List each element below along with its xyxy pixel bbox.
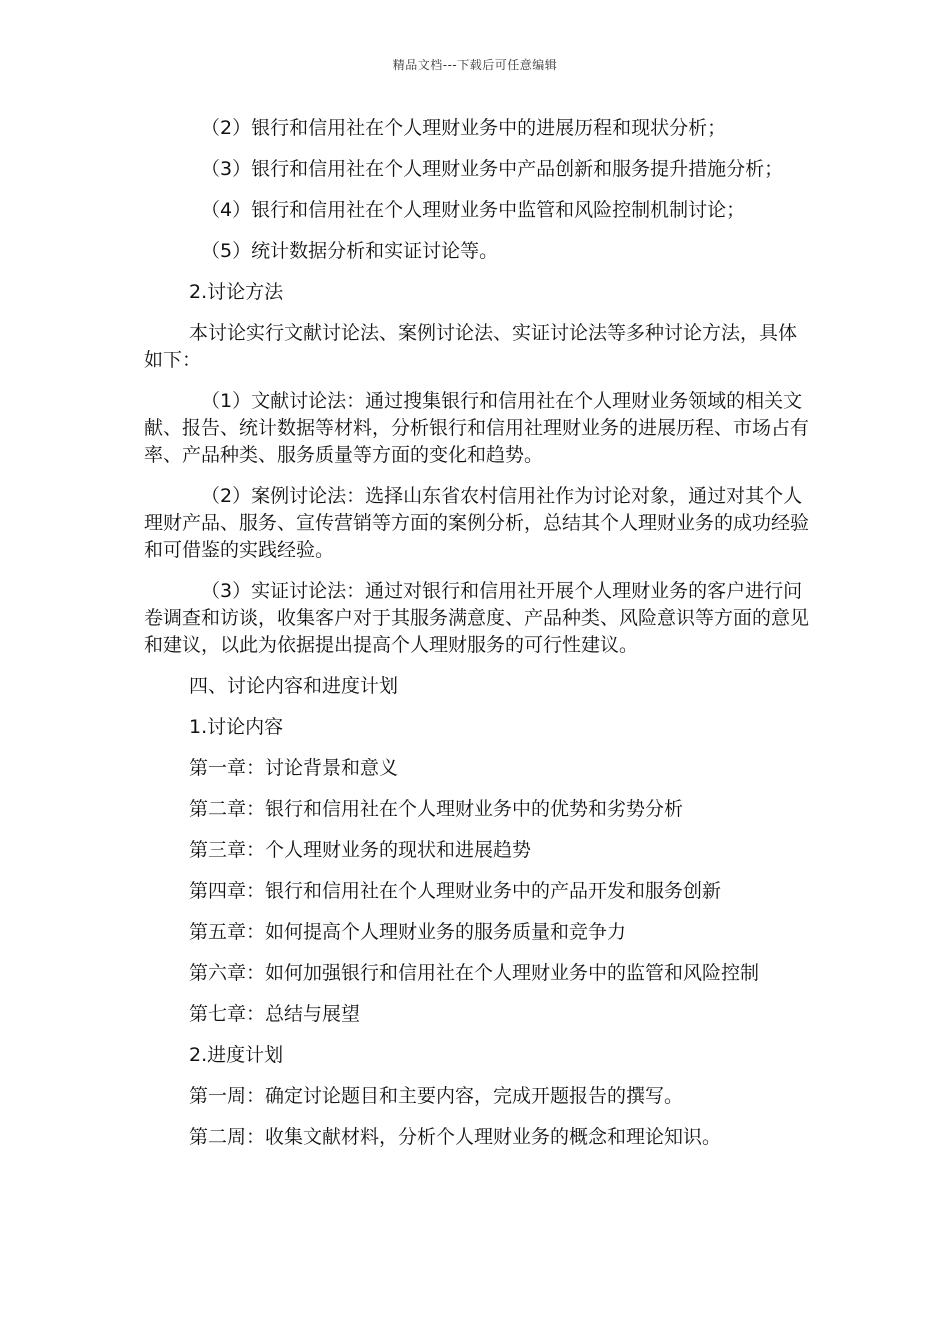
subsection-heading-content: 1.讨论内容 (189, 716, 284, 738)
chapter-item-2: 第二章：银行和信用社在个人理财业务中的优势和劣势分析 (189, 798, 684, 820)
document-body (144, 115, 814, 1165)
section-heading-methods: 2.讨论方法 (189, 281, 284, 303)
paragraph-research-item-2: （2）银行和信用社在个人理财业务中的进展历程和现状分析； (201, 117, 727, 139)
chapter-item-5: 第五章：如何提高个人理财业务的服务质量和竞争力 (189, 921, 627, 943)
chapter-item-3: 第三章：个人理财业务的现状和进展趋势 (189, 839, 532, 861)
paragraph-method-empirical: （3）实证讨论法：通过对银行和信用社开展个人理财业务的客户进行问卷调查和访谈，收集客户对于其服务满意度、产品种类、风险意识等方面的意见和建议，以此为依据提出提高个人理财服务的可行性建议。 (144, 580, 810, 656)
chapter-item-1: 第一章：讨论背景和意义 (189, 757, 399, 779)
schedule-item-week-2: 第二周：收集文献材料，分析个人理财业务的概念和理论知识。 (189, 1126, 722, 1148)
subsection-heading-schedule: 2.进度计划 (189, 1044, 284, 1066)
paragraph-research-item-5: （5）统计数据分析和实证讨论等。 (201, 240, 499, 262)
chapter-item-4: 第四章：银行和信用社在个人理财业务中的产品开发和服务创新 (189, 880, 722, 902)
paragraph-method-literature: （1）文献讨论法：通过搜集银行和信用社在个人理财业务领域的相关文献、报告、统计数据等材料，分析银行和信用社理财业务的进展历程、市场占有率、产品种类、服务质量等方面的变化和趋势。 (144, 390, 810, 466)
paragraph-research-item-4: （4）银行和信用社在个人理财业务中监管和风险控制机制讨论； (201, 199, 746, 221)
chapter-item-7: 第七章：总结与展望 (189, 1003, 361, 1025)
section-heading-content-plan: 四、讨论内容和进度计划 (189, 675, 399, 697)
chapter-item-6: 第六章：如何加强银行和信用社在个人理财业务中的监管和风险控制 (189, 962, 760, 984)
page-header: 精品文档---下载后可任意编辑 (392, 58, 558, 72)
schedule-item-week-1: 第一周：确定讨论题目和主要内容，完成开题报告的撰写。 (189, 1085, 684, 1107)
paragraph-method-case: （2）案例讨论法：选择山东省农村信用社作为讨论对象，通过对其个人理财产品、服务、宣传营销等方面的案例分析，总结其个人理财业务的成功经验和可借鉴的实践经验。 (144, 485, 810, 561)
paragraph-methods-intro: 本讨论实行文献讨论法、案例讨论法、实证讨论法等多种讨论方法，具体如下： (144, 322, 798, 371)
paragraph-research-item-3: （3）银行和信用社在个人理财业务中产品创新和服务提升措施分析； (201, 158, 784, 180)
